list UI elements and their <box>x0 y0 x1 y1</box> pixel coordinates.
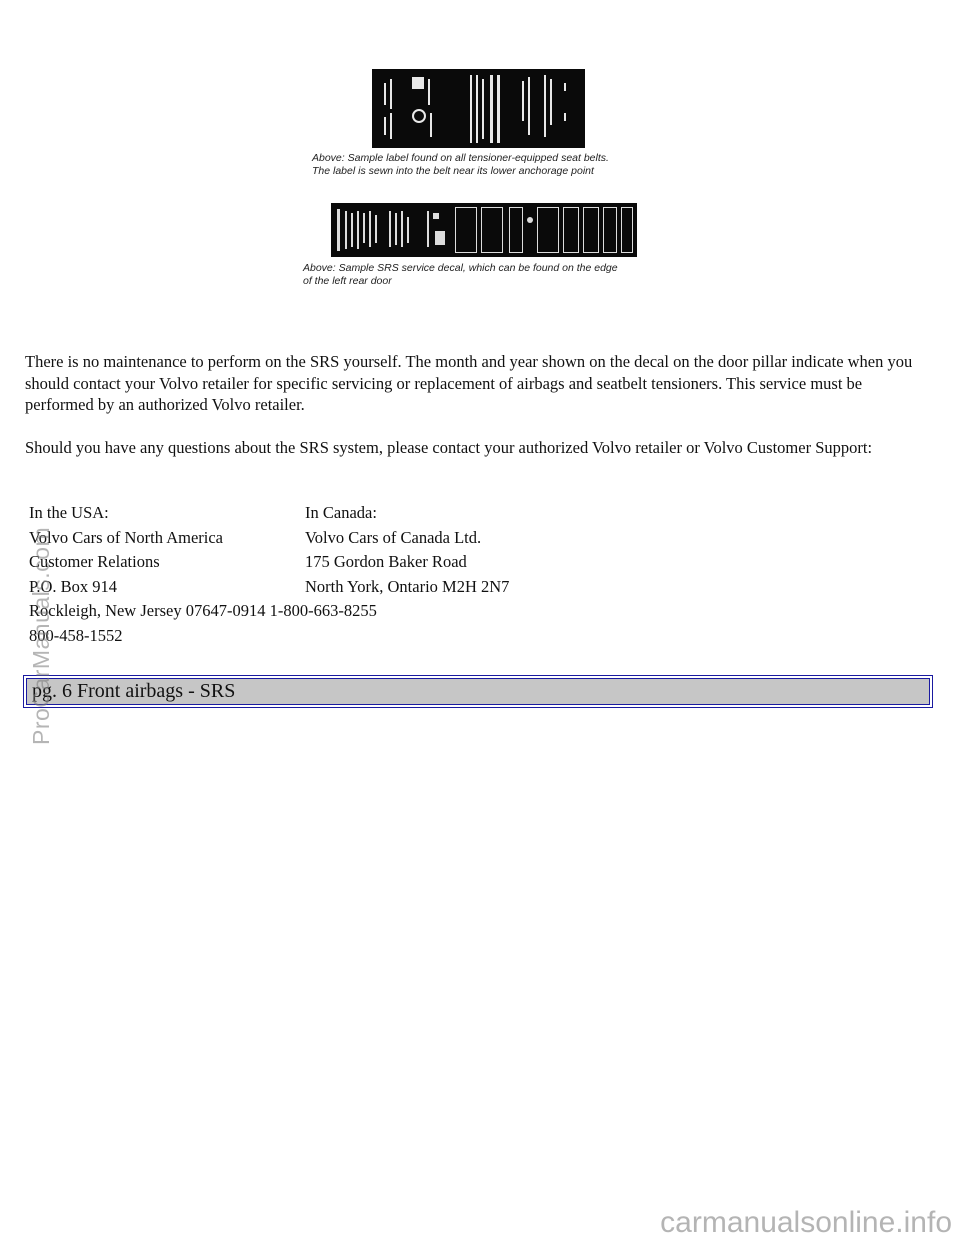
table-row <box>29 501 509 526</box>
caption-line: Above: Sample SRS service decal, which can be found on the edge <box>303 262 618 274</box>
srs-decal-caption <box>303 262 618 288</box>
page-nav-bar[interactable] <box>23 675 933 708</box>
usa-cell: Customer Relations <box>29 552 160 572</box>
canada-cell: In Canada: <box>305 503 377 522</box>
table-row <box>29 624 509 649</box>
seatbelt-label-image <box>372 69 585 148</box>
usa-cell: Volvo Cars of North America <box>29 527 223 547</box>
table-row <box>29 575 509 600</box>
usa-cell: P.O. Box 914 <box>29 576 118 596</box>
front-airbags-link[interactable]: pg. 6 Front airbags - SRS <box>26 678 930 705</box>
table-row <box>29 526 509 551</box>
canada-cell: 175 Gordon Baker Road <box>305 552 467 572</box>
canada-cell: Volvo Cars of Canada Ltd. <box>305 527 482 547</box>
maintenance-paragraph: There is no maintenance to perform on the SRS yourself. The month and year shown on the decal on the door pillar indicate when you should contact your Volvo retailer for specific servicing or replacement of airbags and seatbelt tensioners. This service must be performed by an authorized Volvo retailer. <box>25 352 913 414</box>
usa-cell: 800-458-1552 <box>29 625 123 645</box>
usa-cell: Rockleigh, New Jersey 07647-0914 <box>29 601 266 621</box>
srs-decal-image <box>331 203 637 257</box>
usa-cell: In the USA: <box>29 503 109 522</box>
seatbelt-label-caption <box>312 152 609 178</box>
canada-cell: 1-800-663-8255 <box>269 601 377 621</box>
questions-paragraph: Should you have any questions about the SRS system, please contact your authorized Volvo retailer or Volvo Customer Support: <box>25 438 873 457</box>
table-row <box>29 599 509 624</box>
left-watermark: ProCarManuals.com <box>28 526 54 745</box>
caption-line: The label is sewn into the belt near its lower anchorage point <box>312 165 594 177</box>
contacts-table <box>29 501 509 649</box>
caption-line: Above: Sample label found on all tensioner-equipped seat belts. <box>312 152 609 164</box>
canada-cell: North York, Ontario M2H 2N7 <box>305 576 510 596</box>
table-row <box>29 550 509 575</box>
bottom-watermark: carmanualsonline.info <box>660 1206 952 1239</box>
caption-line: of the left rear door <box>303 275 392 287</box>
